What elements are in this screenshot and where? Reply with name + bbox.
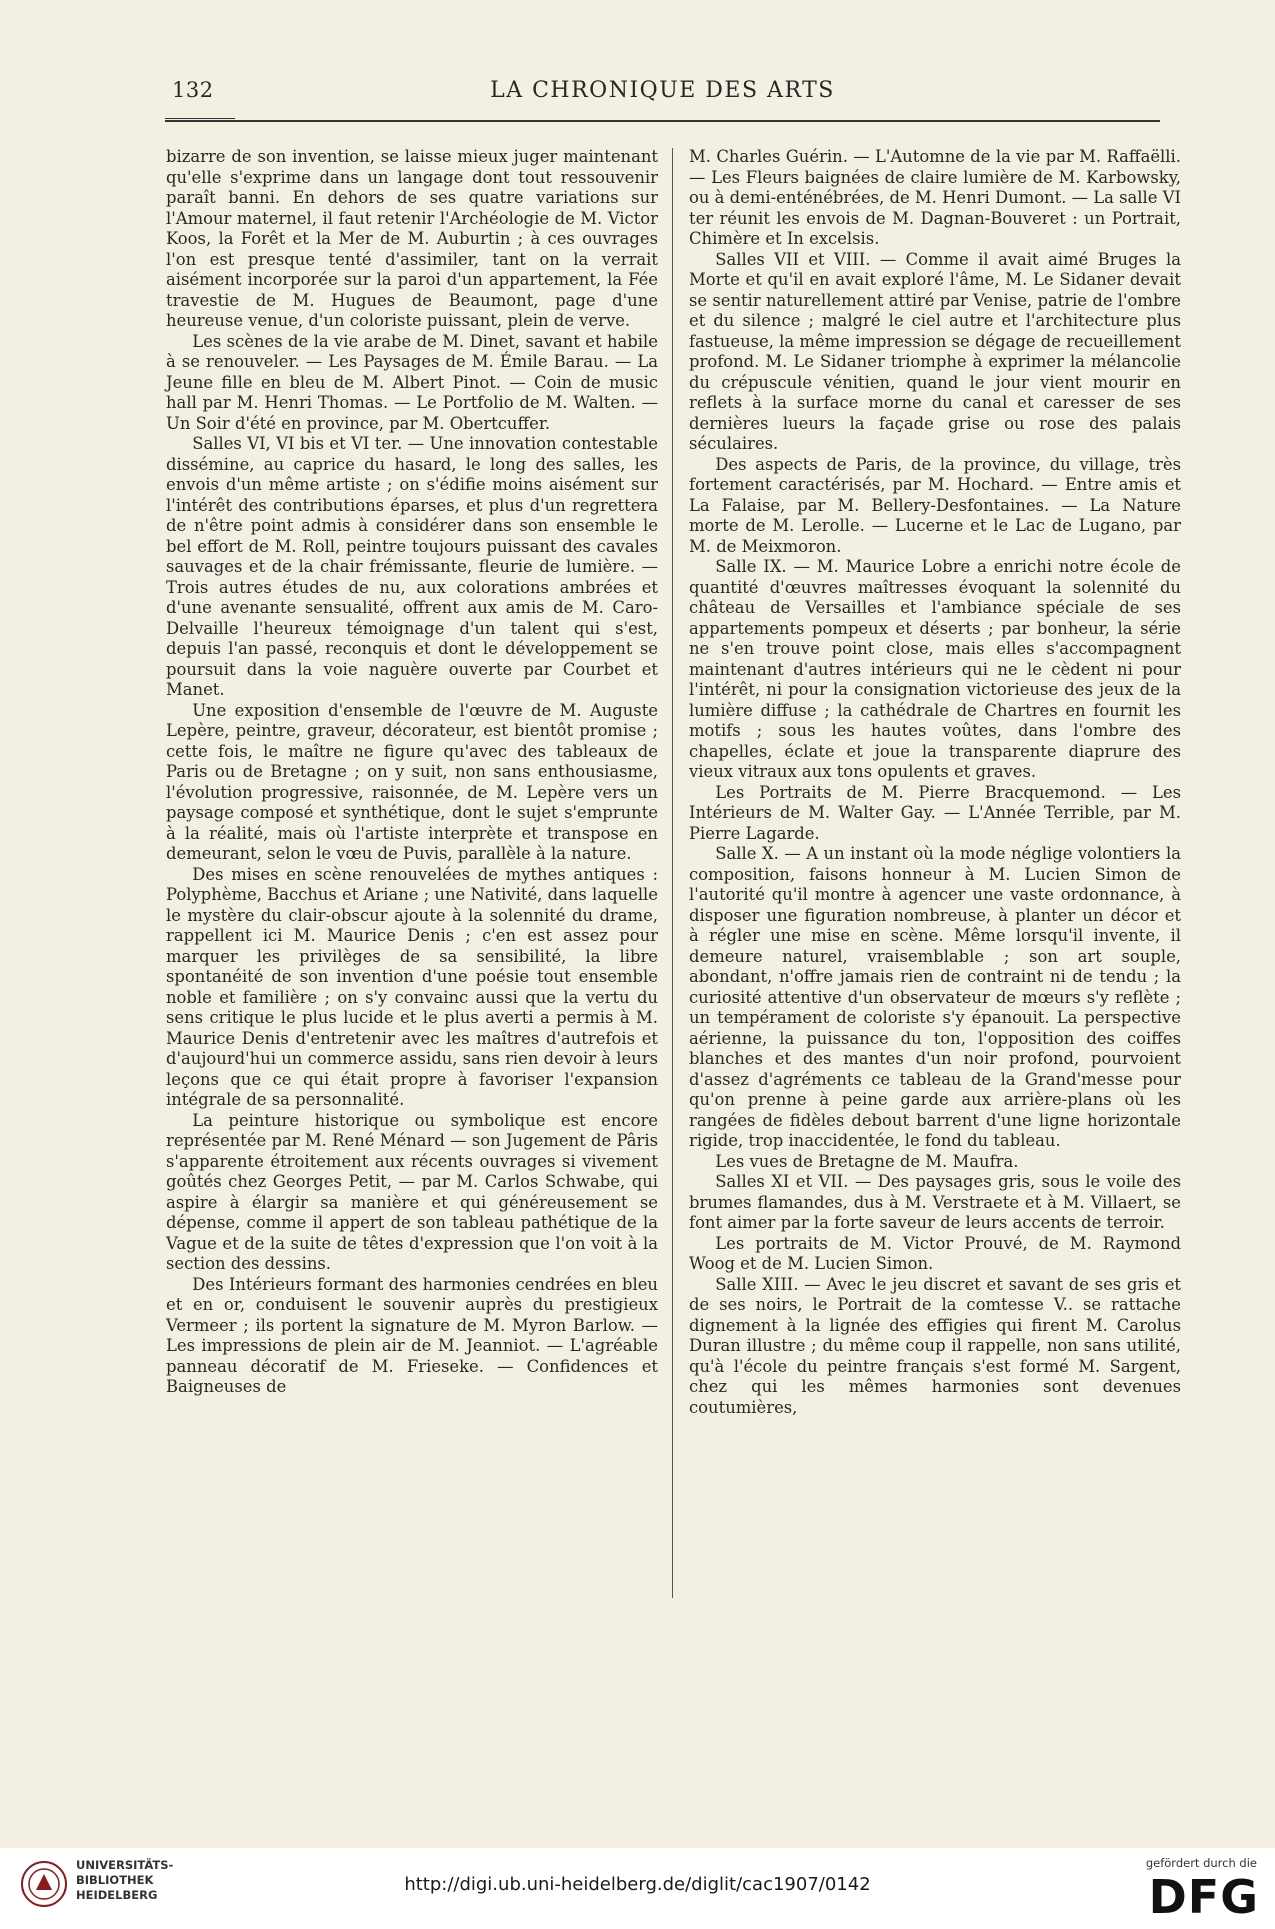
paragraph: Les vues de Bretagne de M. Maufra. xyxy=(715,1151,1019,1171)
paragraph: Salles VII et VIII. — Comme il avait aimé Bruges la Morte et qu'il en avait exploré l'âme, M. Le Sidaner devait se sentir naturellement attiré par Venise, patrie de l'ombre et du silence ; malgré le ciel autre et l'architecture plus fastueuse, la même impression se dégage de recueillement profond. M. Le Sidaner triomphe à exprimer la mélancolie du crépuscule vénitien, quand le jour vient mourir en reflets à la surface morne du canal et caresser de ses dernières lueurs la façade grise ou rose des palais séculaires. xyxy=(689,249,1181,453)
column-divider xyxy=(672,148,673,1598)
paragraph: Salles XI et VII. — Des paysages gris, sous le voile des brumes flamandes, dus à M. Verstraete et à M. Villaert, se font aimer par la forte saveur de leurs accents de terroir. xyxy=(689,1172,1181,1232)
paragraph: Salle XIII. — Avec le jeu discret et savant de ses gris et de ses noirs, le Portrait de la comtesse V.. se rattache dignement à la lignée des effigies qui firent M. Carolus Duran illustre ; du même coup il rappelle, non sans utilité, qu'à l'école du peintre français s'est formé M. Sargent, chez qui les mêmes harmonies sont devenues coutumières, xyxy=(689,1274,1181,1417)
paragraph: Salle IX. — M. Maurice Lobre a enrichi notre école de quantité d'œuvres maîtresses évoquant la solennité du château de Versailles et l'ambiance spéciale de ses appartements pompeux et déserts ; par bonheur, la série ne s'en trouve point close, mais elles s'accompagnent maintenant d'autres intérieurs qui ne le cèdent ni pour l'intérêt, ni pour la consignation victorieuse des jeux de la lumière diffuse ; la cathédrale de Chartres en fournit les motifs ; sous les hautes voûtes, dans l'ombre des chapelles, éclate et joue la transparente diaprure des vieux vitraux aux tons opulents et graves. xyxy=(689,557,1181,781)
paragraph: Des Intérieurs formant des harmonies cendrées en bleu et en or, conduisent le souvenir auprès du prestigieux Vermeer ; ils portent la signature de M. Myron Barlow. — Les impressions de plein air de M. Jeanniot. — L'agréable panneau décoratif de M. Frieseke. — Confidences et Baigneuses de xyxy=(166,1274,658,1396)
paragraph: bizarre de son invention, se laisse mieux juger maintenant qu'elle s'exprime dans un langage dont tout ressouvenir paraît banni. En dehors de ses quatre variations sur l'Amour maternel, il faut retenir l'Archéologie de M. Victor Koos, la Forêt et la Mer de M. Auburtin ; à ces ouvrages l'on est presque tenté d'assimiler, tant on la verrait aisément incorporée sur la paroi d'un appartement, la Fée travestie de M. Hugues de Beaumont, page d'une heureuse venue, d'un coloriste puissant, plein de verve. xyxy=(166,147,658,330)
paragraph: Salles VI, VI bis et VI ter. — Une innovation contestable dissémine, au caprice du hasard, le long des salles, les envois d'un même artiste ; on s'édifie moins aisément sur l'intérêt des contributions éparses, et plus d'un regrettera de n'être point admis à considérer dans son ensemble le bel effort de M. Roll, peintre toujours puissant des cavales sauvages et de la chair frémissante, fleurie de lumière. — Trois autres études de nu, aux colorations ambrées et d'une avenante sensualité, offrent aux amis de M. Caro-Delvaille l'heureux témoignage d'un talent qui s'est, depuis l'an passé, reconquis et dont le développement se poursuit dans la voie naguère ouverte par Courbet et Manet. xyxy=(166,434,658,699)
header-rule xyxy=(165,120,1160,122)
paragraph: La peinture historique ou symbolique est encore représentée par M. René Ménard — son Jugement de Pâris s'apparente étroitement aux récents ouvrages si vivement goûtés chez Georges Petit, — par M. Carlos Schwabe, qui aspire à élargir sa manière et qui généreusement se dépense, comme il appert de son tableau pathétique de la Vague et de la suite de têtes d'expression que l'on voit à la section des dessins. xyxy=(166,1110,658,1273)
running-head: LA CHRONIQUE DES ARTS xyxy=(490,78,835,103)
paragraph: M. Charles Guérin. — L'Automne de la vie par M. Raffaëlli. — Les Fleurs baignées de claire lumière de M. Karbowsky, ou à demi-enténébrées, de M. Henri Dumont. — La salle VI ter réunit les envois de M. Dagnan-Bouveret : un Portrait, Chimère et In excelsis. xyxy=(689,147,1181,248)
institution-line: UNIVERSITÄTS- xyxy=(76,1858,174,1872)
paragraph: Les Portraits de M. Pierre Bracquemond. — Les Intérieurs de M. Walter Gay. — L'Année Terrible, par M. Pierre Lagarde. xyxy=(689,782,1181,843)
footer-bar xyxy=(0,1848,1275,1929)
funding-caption: gefördert durch die xyxy=(1145,1856,1257,1870)
paragraph: Salle X. — A un instant où la mode néglige volontiers la composition, faisons honneur à M. Lucien Simon de l'autorité qu'il montre à agencer une vaste ordonnance, à disposer une figuration nombreuse, à planter un décor et à régler une mise en scène. Même lorsqu'il invente, il demeure naturel, vraisemblable ; son art souple, abondant, n'offre jamais rien de contraint ni de tendu ; la curiosité attentive d'un observateur de mœurs s'y reflète ; un tempérament de coloriste s'y épanouit. La perspective aérienne, la puissance du ton, l'opposition des coiffes blanches et des mantes d'un noir profond, pourvoient d'assez d'agréments ce tableau de la Grand'messe pour qu'on prenne à peine garde aux arrière-plans où les rangées de fidèles debout barrent d'une ligne horizontale rigide, trop inaccidentée, le fond du tableau. xyxy=(689,844,1181,1150)
institution-line: HEIDELBERG xyxy=(76,1888,158,1902)
permalink-url[interactable]: http://digi.ub.uni-heidelberg.de/diglit/cac1907/0142 xyxy=(404,1874,871,1895)
page-header xyxy=(160,74,1165,110)
paragraph: Les portraits de M. Victor Prouvé, de M. Raymond Woog et de M. Lucien Simon. xyxy=(689,1233,1181,1273)
page-number: 132 xyxy=(172,78,214,102)
institution-line: BIBLIOTHEK xyxy=(76,1873,154,1887)
paragraph: Des aspects de Paris, de la province, du village, très fortement caractérisés, par M. Hochard. — Entre amis et La Falaise, par M. Bellery-Desfontaines. — La Nature morte de M. Lerolle. — Lucerne et le Lac de Lugano, par M. de Meixmoron. xyxy=(689,454,1181,556)
paragraph: Une exposition d'ensemble de l'œuvre de M. Auguste Lepère, peintre, graveur, décorateur, est bientôt promise ; cette fois, le maître ne figure qu'avec des tableaux de Paris ou de Bretagne ; on y suit, non sans enthousiasme, l'évolution progressive, raisonnée, de M. Lepère vers un paysage composé et synthétique, dont le sujet s'emprunte à la réalité, mais où l'artiste interprète et transpose en demeurant, selon le vœu de Puvis, parallèle à la nature. xyxy=(166,700,658,863)
paragraph: Les scènes de la vie arabe de M. Dinet, savant et habile à se renouveler. — Les Paysages de M. Émile Barau. — La Jeune fille en bleu de M. Albert Pinot. — Coin de music hall par M. Henri Thomas. — Le Portfolio de M. Walten. — Un Soir d'été en province, par M. Obertcuffer. xyxy=(166,331,658,433)
paragraph: Des mises en scène renouvelées de mythes antiques : Polyphème, Bacchus et Ariane ; une Nativité, dans laquelle le mystère du clair-obscur ajoute à la solennité du drame, rappellent ici M. Maurice Denis ; c'en est assez pour marquer les privilèges de sa sensibilité, la libre spontanéité de son invention d'une poésie tout ensemble noble et familière ; on s'y convainc aussi que la vertu du sens critique le plus lucide et le plus averti a permis à M. Maurice Denis d'entretenir avec les maîtres d'autrefois et d'aujourd'hui un commerce assidu, sans rien devoir à leurs leçons que ce qui était propre à favoriser l'expansion intégrale de sa personnalité. xyxy=(166,864,658,1109)
left-column xyxy=(166,147,658,1398)
dfg-logo: DFG xyxy=(1148,1870,1259,1924)
right-column xyxy=(689,147,1181,1418)
